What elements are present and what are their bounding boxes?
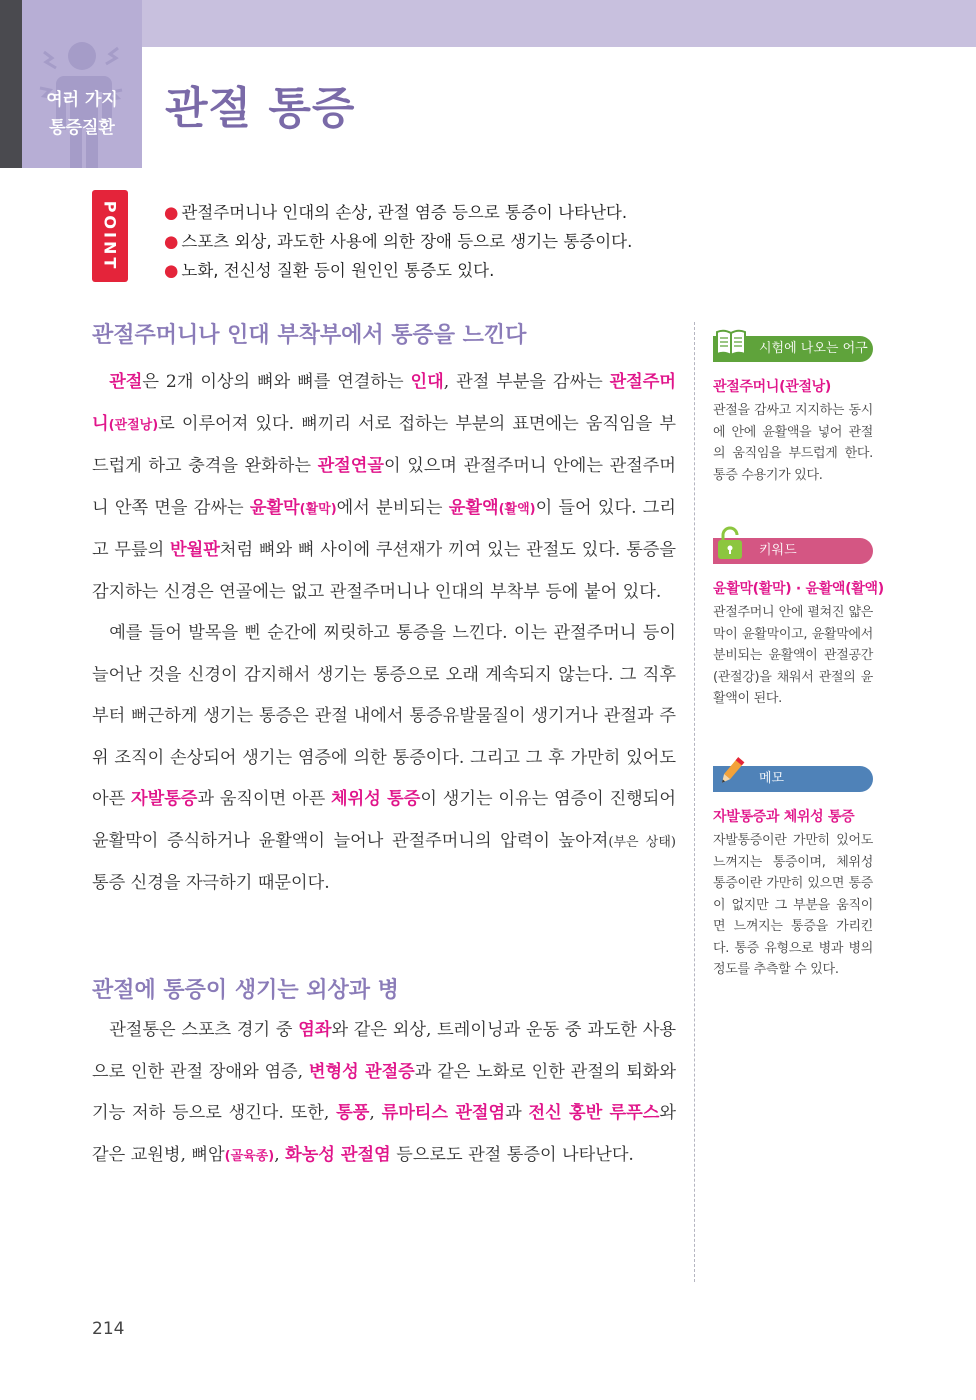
book-icon <box>713 324 749 360</box>
term-highlight: 염좌 <box>298 1020 332 1040</box>
paragraph <box>92 1010 676 1177</box>
term-annotation-highlight <box>225 1145 275 1165</box>
term-highlight: 변형성 관절증 <box>308 1061 415 1082</box>
term-highlight: 체위성 통증 <box>331 789 421 809</box>
text-run: 이 들어 있다. 그리고 무릎의 <box>92 497 677 560</box>
sidebar-memo <box>713 766 873 981</box>
exam-term-text: 관절을 감싸고 지지하는 동시에 안에 윤활액을 넣어 관절의 움직임을 부드럽게 한다. 통증 수용기가 있다. <box>713 403 873 483</box>
keyword-label: 키워드 <box>759 543 797 558</box>
term-annotation: (관절낭) <box>108 417 159 433</box>
point-item-text: 노화, 전신성 질환 등이 원인인 통증도 있다. <box>181 261 495 280</box>
point-item-text: 관절주머니나 인대의 손상, 관절 염증 등으로 통증이 나타난다. <box>181 203 628 222</box>
paragraph <box>92 362 676 613</box>
page-title: 관절 통증 <box>165 83 356 134</box>
keyword-text: 관절주머니 안에 펼쳐진 얇은 막이 윤활막이고, 윤활막에서 분비되는 윤활액이 관절공간(관절강)을 채워서 관절의 윤활액이 된다. <box>713 605 873 706</box>
term-annotation: (골육종) <box>224 1148 275 1164</box>
point-item <box>164 256 632 285</box>
exam-term-heading: 관절주머니(관절낭) <box>713 379 831 395</box>
bullet-icon: ● <box>164 203 179 222</box>
memo-label: 메모 <box>759 771 785 786</box>
term-highlight <box>449 498 536 518</box>
sidebar-keyword <box>713 538 884 710</box>
keyword-heading: 윤활막(활막) · 윤활액(활액) <box>713 581 884 597</box>
term-highlight <box>250 498 337 518</box>
term-highlight: 류마티스 관절염 <box>381 1103 506 1123</box>
memo-pill <box>713 766 873 792</box>
section-2-title: 관절에 통증이 생기는 외상과 병 <box>92 978 399 1003</box>
exam-terms-pill <box>713 336 873 362</box>
text-run: 예를 들어 발목을 삔 순간에 찌릿하고 통증을 느낀다. 이는 관절주머니 등이 늘어난 것을 신경이 감지해서 생기는 통증으로 오래 계속되지 않는다. 그 직후부터 뻐근하게 생기는 통증은 관절 내에서 통증유발물질이 생기거나 관절과 주위 조직이 손상되어 생기는 염증에 의한 통증이다. 그리고 그 후 가만히 있어도 아픈 <box>92 623 676 809</box>
text-run: 은 2개 이상의 뼈와 뼈를 연결하는 <box>142 372 411 392</box>
term-highlight: 자발통증 <box>131 789 198 809</box>
bullet-icon: ● <box>164 261 179 280</box>
text-run: 이 있으며 관절주머니 안에는 관절주머니 안쪽 면을 감싸는 <box>92 456 676 518</box>
term-highlight: 통풍 <box>336 1103 370 1123</box>
text-run: 통증 신경을 자극하기 때문이다. <box>92 873 330 893</box>
keyword-pill <box>713 538 873 564</box>
term-text: 관절주머니 <box>92 372 676 434</box>
term-annotation: (활액) <box>498 501 536 517</box>
text-run: 처럼 뼈와 뼈 사이에 쿠션재가 끼여 있는 관절도 있다. 통증을 감지하는 신경은 연골에는 없고 관절주머니나 인대의 부착부 등에 붙어 있다. <box>92 540 676 602</box>
chapter-line-2: 통증질환 <box>49 118 115 138</box>
text-run: 와 같은 외상, 트레이닝과 운동 중 과도한 사용으로 인한 관절 장애와 염증, <box>92 1020 676 1082</box>
page-number: 214 <box>92 1319 125 1339</box>
text-run: 과 <box>505 1103 529 1123</box>
text-run: 등으로도 관절 통증이 나타난다. <box>390 1144 634 1165</box>
pencil-icon <box>713 754 749 790</box>
text-run: , <box>369 1103 382 1123</box>
section-1-body <box>92 362 676 905</box>
point-label: POINT <box>100 200 120 272</box>
chapter-tab <box>22 0 142 168</box>
point-list <box>164 198 632 285</box>
bullet-icon: ● <box>164 232 179 251</box>
term-highlight: 전신 홍반 루푸스 <box>528 1103 660 1123</box>
text-run: 과 같은 노화로 인한 관절의 퇴화와 기능 저하 등으로 생긴다. 또한, <box>92 1061 676 1123</box>
memo-heading: 자발통증과 체위성 통증 <box>713 809 855 825</box>
term-text: 윤활막 <box>249 497 300 518</box>
text-run: , <box>274 1144 286 1165</box>
term-text: 윤활액 <box>448 497 499 518</box>
chapter-label <box>22 86 142 142</box>
point-tag <box>92 190 128 282</box>
sidebar-exam-terms <box>713 336 873 486</box>
section-2-body <box>92 1010 676 1177</box>
text-run: 이 생기는 이유는 염증이 진행되어 윤활막이 증식하거나 윤활액이 늘어나 관절주머니의 압력이 높아져 <box>92 789 676 851</box>
term-highlight: 관절연골 <box>317 456 384 476</box>
term-highlight: 화농성 관절염 <box>285 1144 391 1165</box>
text-run: 과 움직이면 아픈 <box>197 789 332 809</box>
text-run: , 관절 부분을 감싸는 <box>443 372 610 392</box>
text-run: 와 같은 교원병, 뼈암 <box>92 1103 676 1165</box>
point-item <box>164 227 632 256</box>
text-run: 관절통은 스포츠 경기 중 <box>109 1020 299 1040</box>
point-item-text: 스포츠 외상, 과도한 사용에 의한 장애 등으로 생기는 통증이다. <box>181 232 633 251</box>
memo-text: 자발통증이란 가만히 있어도 느껴지는 통증이며, 체위성 통증이란 가만히 있으면 통증이 없지만 그 부분을 움직이면 느껴지는 통증을 가리킨다. 통증 유형으로 병과 병의 정도를 추측할 수 있다. <box>713 833 873 977</box>
section-1-title: 관절주머니나 인대 부착부에서 통증을 느낀다 <box>92 323 527 348</box>
paragraph <box>92 613 676 905</box>
exam-terms-label: 시험에 나오는 어구 <box>759 341 868 356</box>
header-band <box>0 0 976 47</box>
term-annotation: (활막) <box>299 501 337 517</box>
text-run: 로 이루어져 있다. 뼈끼리 서로 접하는 부분의 표면에는 움직임을 부드럽게 하고 충격을 완화하는 <box>92 413 676 476</box>
point-item <box>164 198 632 227</box>
text-run: 에서 분비되는 <box>336 497 449 518</box>
text-annotation: (부은 상태) <box>608 834 676 850</box>
term-highlight: 관절 <box>109 372 143 392</box>
edge-strip <box>0 0 22 168</box>
term-highlight: 반월판 <box>170 540 220 560</box>
sidebar-divider <box>694 322 695 1282</box>
chapter-line-1: 여러 가지 <box>46 90 118 110</box>
padlock-icon <box>713 526 749 562</box>
term-highlight: 인대 <box>410 372 444 392</box>
